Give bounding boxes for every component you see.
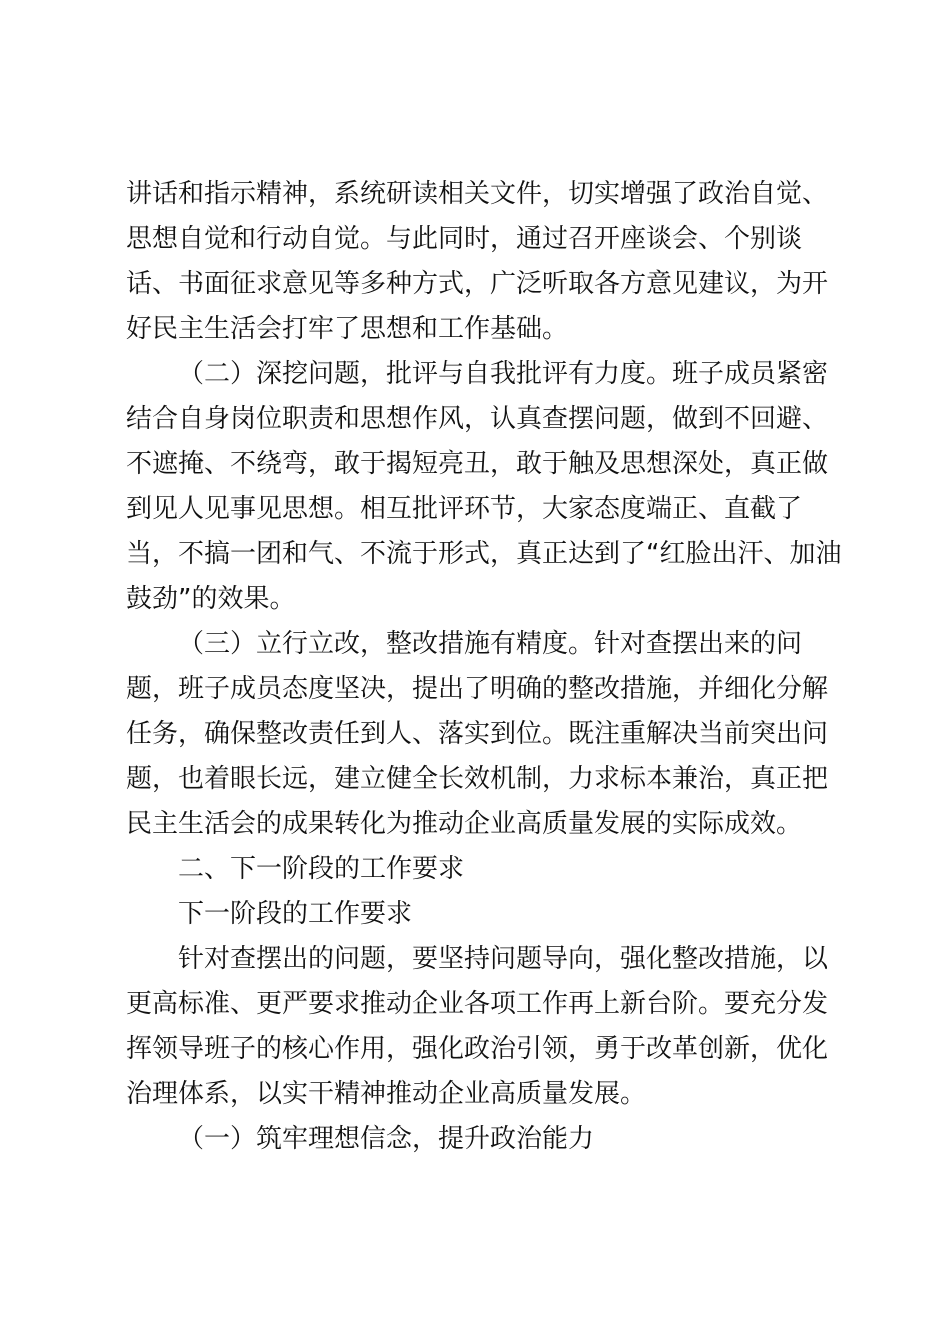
text-line: 思想自觉和行动自觉。与此同时，通过召开座谈会、个别谈 (126, 224, 803, 254)
text-line: 治理体系，以实干精神推动企业高质量发展。 (126, 1079, 647, 1109)
text-line: 民主生活会的成果转化为推动企业高质量发展的实际成效。 (126, 809, 803, 839)
document-body (126, 172, 842, 1162)
text-line: 结合自身岗位职责和思想作风，认真查摆问题，做到不回避、 (126, 404, 829, 434)
text-line: （二）深挖问题，批评与自我批评有力度。班子成员紧密 (178, 359, 829, 389)
text-line: 挥领导班子的核心作用，强化政治引领，勇于改革创新，优化 (126, 1034, 829, 1064)
text-line: 任务，确保整改责任到人、落实到位。既注重解决当前突出问 (126, 719, 829, 749)
text-line: 鼓劲”的效果。 (126, 584, 296, 614)
text-line: 好民主生活会打牢了思想和工作基础。 (126, 314, 569, 344)
text-line: 讲话和指示精神，系统研读相关文件，切实增强了政治自觉、 (126, 179, 829, 209)
text-line: （一）筑牢理想信念，提升政治能力 (178, 1124, 595, 1154)
text-line: 题，也着眼长远，建立健全长效机制，力求标本兼治，真正把 (126, 764, 829, 794)
text-line: 不遮掩、不绕弯，敢于揭短亮丑，敢于触及思想深处，真正做 (126, 449, 829, 479)
text-line: 针对查摆出的问题，要坚持问题导向，强化整改措施，以 (178, 944, 829, 974)
text-line: 下一阶段的工作要求 (178, 899, 413, 929)
text-line: （三）立行立改，整改措施有精度。针对查摆出来的问 (178, 629, 803, 659)
text-line: 二、下一阶段的工作要求 (178, 854, 465, 884)
text-line: 题，班子成员态度坚决，提出了明确的整改措施，并细化分解 (126, 674, 829, 704)
text-line: 当，不搞一团和气、不流于形式，真正达到了“红脸出汗、加油 (126, 539, 842, 569)
text-line: 到见人见事见思想。相互批评环节，大家态度端正、直截了 (126, 494, 803, 524)
text-line: 话、书面征求意见等多种方式，广泛听取各方意见建议，为开 (126, 269, 829, 299)
text-line: 更高标准、更严要求推动企业各项工作再上新台阶。要充分发 (126, 989, 829, 1019)
